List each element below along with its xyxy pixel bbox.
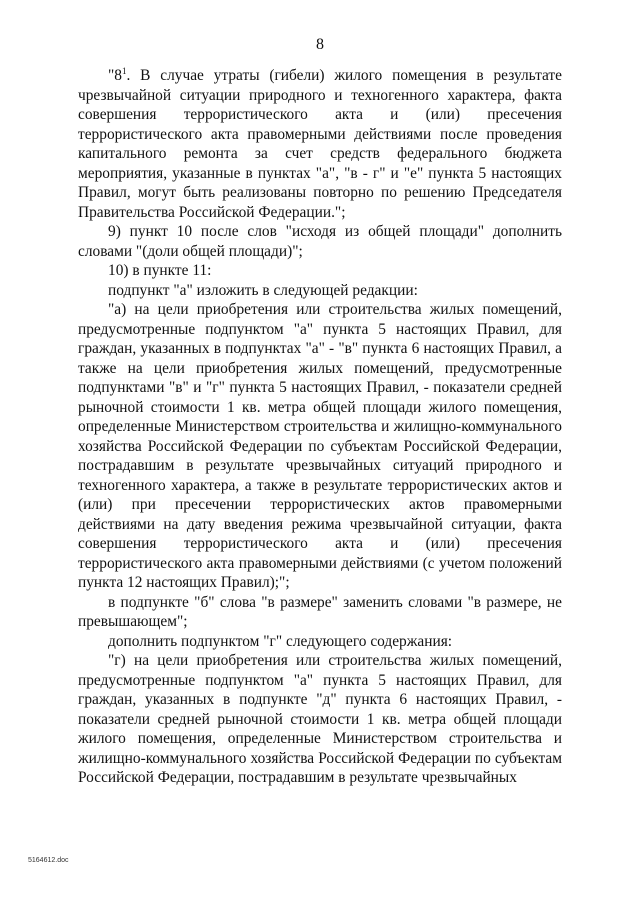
paragraph-item-9: 9) пункт 10 после слов "исходя из общей площади" дополнить словами "(доли общей площади)"; [78,223,562,260]
paragraph-8-1 [78,66,562,222]
paragraph-subitem-g-text: "г) на цели приобретения или строительства жилых помещений, предусмотренные подпунктом "а" пункта 5 настоящих Правил, для граждан, указанных в подпункте "д" пункта 6 настоящих Правил, - показатели средней рыночной стоимости 1 кв. метра общей площади жилого помещения, определенные Министерством строительства и жилищно-коммунального хозяйства Российской Федерации по субъектам Российской Федерации, пострадавшим в результате чрезвычайных [78,652,562,786]
file-name-footer: 5164612.doc [28,857,69,864]
paragraph-8-1-text: . В случае утраты (гибели) жилого помещения в результате чрезвычайной ситуации природного и техногенного характера, факта совершения террористического акта и (или) пресечения террористического акта правомерными действиями после проведения капитального ремонта за счет средств федерального бюджета мероприятия, указанные в пунктах "а", "в - г" и "е" пункта 5 настоящих Правил, могут быть реализованы повторно по решению Председателя Правительства Российской Федерации."; [78,67,562,221]
paragraph-subitem-b: в подпункте "б" слова "в размере" заменить словами "в размере, не превышающем"; [78,593,562,630]
paragraph-subitem-a-intro: подпункт "а" изложить в следующей редакции: [108,281,418,299]
superscript: 1 [121,65,127,76]
paragraph-8-1-lead: "8 [108,67,122,84]
document-body [78,66,562,788]
paragraph-subitem-g-intro: дополнить подпунктом "г" следующего содержания: [108,632,453,650]
page-number: 8 [316,36,324,53]
paragraph-item-10: 10) в пункте 11: [108,262,212,279]
paragraph-subitem-a-text: "а) на цели приобретения или строительства жилых помещений, предусмотренные подпунктом "а" пункта 5 настоящих Правил, для граждан, указанных в подпунктах "а" - "в" пункта 6 настоящих Правил, а также на цели приобретения жилых помещений, предусмотренные подпунктами "в" и "г" пункта 5 настоящих Правил, - показатели средней рыночной стоимости 1 кв. метра общей площади жилого помещения, определенные Министерством строительства и жилищно-коммунального хозяйства Российской Федерации по субъектам Российской Федерации, пострадавшим в результате чрезвычайных ситуаций природного и техногенного характера, а также в результате террористических актов и (или) при пресечении террористических актов правомерными действиями на дату введения режима чрезвычайной ситуации, факта совершения террористического акта и (или) пресечения террористического акта правомерными действиями (с учетом положений пункта 12 настоящих Правил);"; [78,301,562,591]
